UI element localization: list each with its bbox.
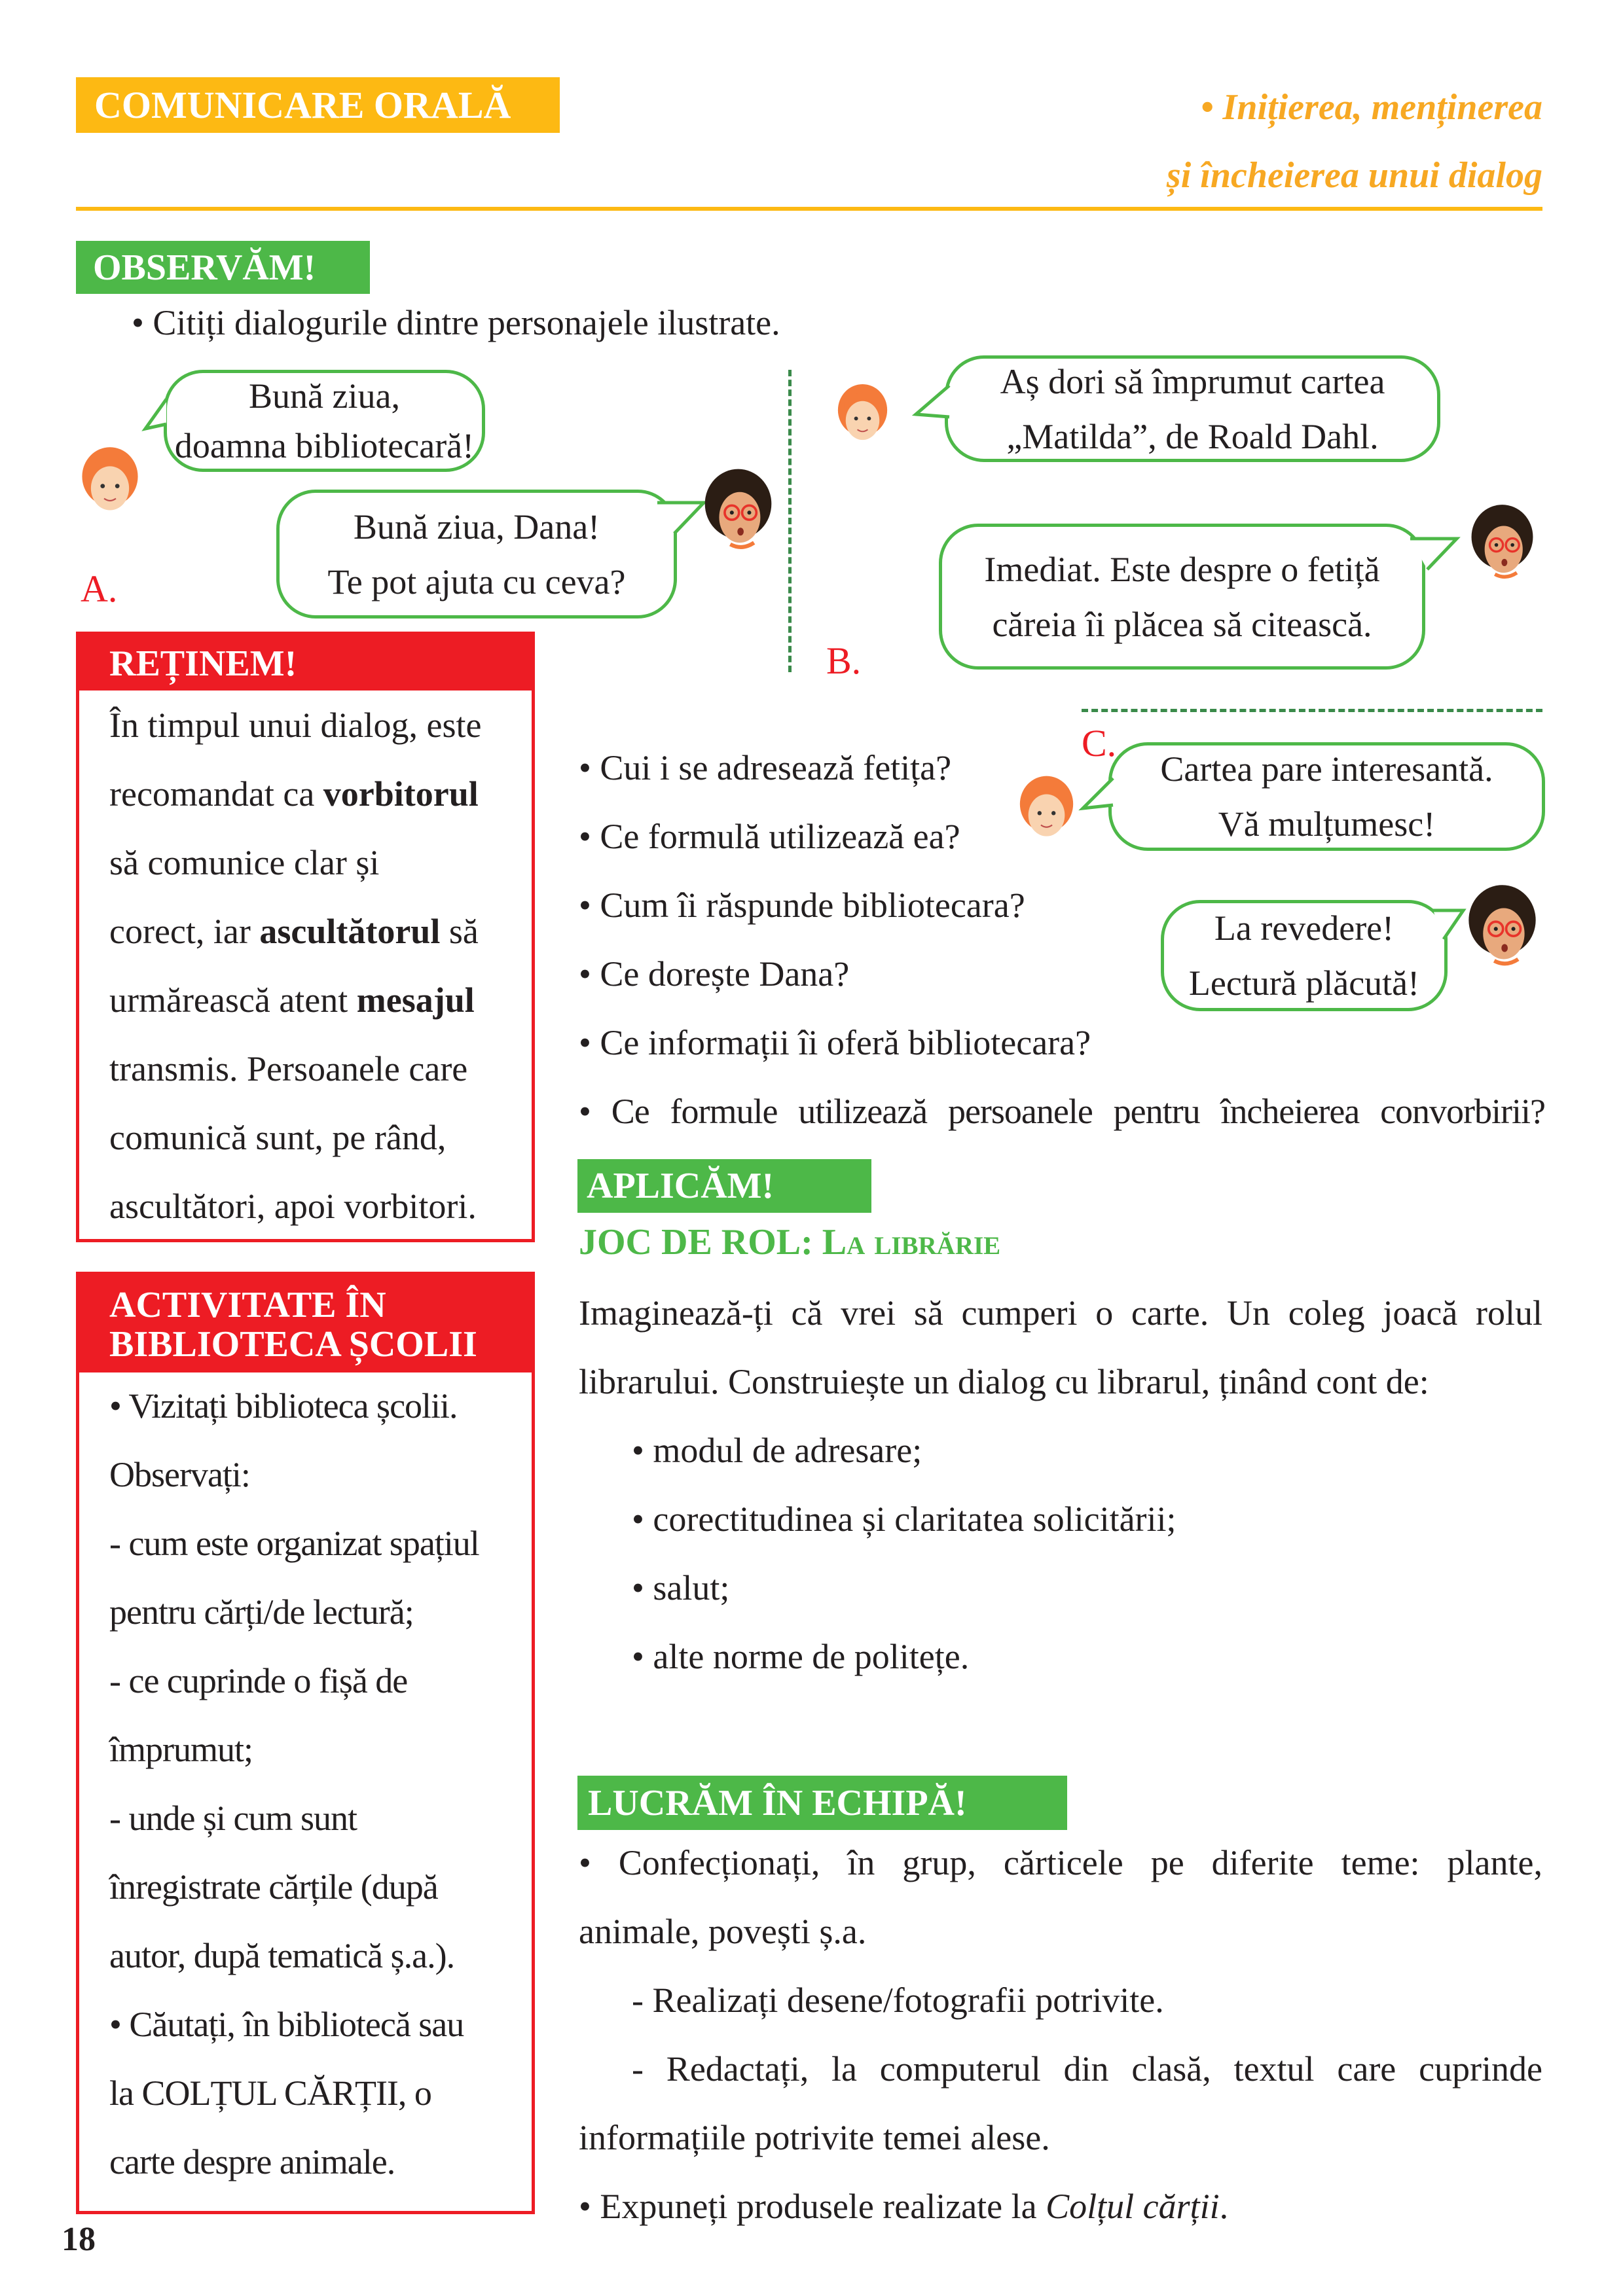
bubble-line: Lectură plăcută!	[1188, 963, 1420, 1003]
retinem-text: În timpul unui dialog, este	[109, 706, 482, 745]
retinem-line	[109, 1049, 467, 1089]
aplicam-heading	[577, 1159, 871, 1213]
librarian-face-icon	[1462, 884, 1542, 972]
retinem-text: corect, iar	[109, 912, 260, 951]
lucram-line: animale, povești ș.a.	[579, 1912, 867, 1951]
bubble-line: Te pot ajuta cu ceva?	[327, 562, 626, 601]
girl-face-icon	[830, 383, 895, 448]
bubble-tail	[1431, 906, 1467, 942]
question-item: • Cum îi răspunde bibliotecara?	[579, 886, 1025, 925]
activitate-line: - cum este organizat spațiul	[109, 1524, 479, 1563]
activitate-heading	[79, 1275, 532, 1372]
activitate-heading-line: BIBLIOTECA ȘCOLII	[109, 1324, 477, 1365]
bubble-line: Bună ziua, Dana!	[353, 507, 600, 547]
horizontal-dashed-divider	[1082, 709, 1542, 712]
girl-face-icon	[73, 446, 147, 519]
page-number: 18	[62, 2221, 96, 2258]
bubble-line: doamna bibliotecară!	[174, 426, 475, 465]
retinem-line	[109, 980, 475, 1020]
section-label	[76, 77, 560, 133]
retinem-line	[109, 1117, 446, 1158]
aplicam-bullet: • modul de adresare;	[632, 1431, 922, 1470]
question-item: • Cui i se adresează fetița?	[579, 748, 952, 787]
bubble-line: Bună ziua,	[249, 376, 400, 416]
retinem-heading: REȚINEM!	[79, 635, 532, 691]
librarian-face-icon	[1462, 504, 1542, 584]
aplicam-heading-text: APLICĂM!	[587, 1166, 775, 1206]
retinem-keyword: vorbitorul	[323, 774, 479, 814]
activitate-line: carte despre animale.	[109, 2142, 395, 2181]
bubble-tail	[144, 399, 170, 432]
speech-bubble-b-girl	[945, 355, 1440, 462]
role-play-title-small-caps: La librărie	[822, 1222, 1001, 1263]
bubble-tail	[913, 383, 953, 422]
activitate-line: împrumut;	[109, 1730, 253, 1769]
vertical-dashed-divider	[788, 370, 792, 672]
topic-title-line1: • Inițierea, menținerea	[1200, 87, 1542, 128]
aplicam-bullet: • alte norme de politețe.	[632, 1637, 970, 1676]
activitate-line: autor, după tematică ș.a.).	[109, 1936, 455, 1975]
question-item: • Ce formulă utilizează ea?	[579, 817, 960, 856]
retinem-line	[109, 911, 479, 952]
bubble-tail	[1408, 533, 1460, 573]
activitate-box	[76, 1272, 535, 2214]
retinem-line	[109, 705, 481, 745]
speech-bubble-a-girl	[164, 370, 485, 472]
observam-heading-text: OBSERVĂM!	[93, 247, 316, 288]
retinem-text: transmis. Persoanele care	[109, 1049, 468, 1088]
activitate-line: pentru cărți/de lectură;	[109, 1592, 414, 1632]
activitate-line: - unde și cum sunt	[109, 1799, 357, 1838]
question-item: • Ce dorește Dana?	[579, 954, 850, 994]
lucram-heading	[577, 1776, 1067, 1830]
speech-bubble-b-librarian	[939, 524, 1425, 670]
lucram-line: - Realizați desene/fotografii potrivite.	[632, 1981, 1164, 2020]
retinem-text: urmărească atent	[109, 980, 357, 1020]
retinem-keyword: mesajul	[356, 980, 475, 1020]
lucram-line: • Confecționați, în grup, cărticele pe diferite teme: plante,	[579, 1843, 1542, 1882]
retinem-text: comunică sunt, pe rând,	[109, 1118, 447, 1157]
question-item: • Ce informații îi oferă bibliotecara?	[579, 1023, 1091, 1062]
activitate-heading-line: ACTIVITATE ÎN	[109, 1285, 386, 1325]
activitate-line: • Căutați, în bibliotecă sau	[109, 2005, 464, 2044]
activitate-line: • Vizitați biblioteca școlii.	[109, 1386, 458, 1426]
retinem-box	[76, 632, 535, 1242]
speech-bubble-c-librarian	[1161, 900, 1448, 1011]
bubble-tail	[1080, 776, 1116, 815]
retinem-line	[109, 774, 479, 814]
aplicam-bullet: • corectitudinea și claritatea solicitării;	[632, 1499, 1176, 1539]
bubble-line: La revedere!	[1214, 908, 1395, 948]
activitate-line: Observați:	[109, 1455, 250, 1494]
role-play-title-main: JOC DE ROL:	[579, 1222, 822, 1263]
topic-title-line2: și încheierea unui dialog	[1166, 155, 1542, 196]
dialog-label-b: B.	[826, 639, 862, 682]
bubble-line: căreia îi plăcea să citească.	[992, 604, 1372, 644]
observam-heading	[76, 241, 370, 294]
observam-instruction: • Citiți dialogurile dintre personajele ilustrate.	[132, 303, 780, 342]
speech-bubble-a-librarian	[276, 490, 677, 619]
speech-bubble-c-girl	[1108, 742, 1545, 851]
question-item: • Ce formule utilizează persoanele pentru încheierea convorbirii?	[579, 1092, 1545, 1131]
bubble-line: „Matilda”, de Roald Dahl.	[1006, 416, 1379, 456]
lucram-line: - Redactați, la computerul din clasă, textul care cuprinde	[632, 2049, 1542, 2089]
activitate-line: înregistrate cărțile (după	[109, 1867, 438, 1907]
activitate-line: la COLȚUL CĂRȚII, o	[109, 2073, 431, 2113]
retinem-keyword: ascultătorul	[259, 912, 441, 951]
lucram-heading-text: LUCRĂM ÎN ECHIPĂ!	[588, 1782, 967, 1823]
bubble-line: Cartea pare interesantă.	[1160, 749, 1493, 789]
dialog-label-a: A.	[81, 567, 118, 610]
bubble-line: Vă mulțumesc!	[1218, 804, 1436, 844]
role-play-title	[579, 1224, 1000, 1261]
header-divider	[76, 207, 1542, 211]
retinem-text: să	[440, 912, 479, 951]
girl-face-icon	[1012, 774, 1082, 845]
aplicam-paragraph-line: Imaginează-ți că vrei să cumperi o carte. Un coleg joacă rolul	[579, 1293, 1542, 1333]
lucram-line	[579, 2186, 1228, 2227]
activitate-line: - ce cuprinde o fișă de	[109, 1661, 408, 1700]
bubble-line: Aș dori să împrumut cartea	[1000, 361, 1385, 401]
retinem-text: ascultători, apoi vorbitori.	[109, 1187, 477, 1226]
retinem-line	[109, 1186, 477, 1227]
retinem-text: să comunice clar și	[109, 843, 380, 882]
dialog-label-c: C.	[1082, 722, 1117, 764]
aplicam-bullet: • salut;	[632, 1568, 730, 1607]
bubble-line: Imediat. Este despre o fetiță	[984, 549, 1380, 589]
retinem-text: recomandat ca	[109, 774, 323, 814]
librarian-face-icon	[699, 468, 778, 556]
retinem-line	[109, 842, 379, 883]
aplicam-paragraph-line: librarului. Construiește un dialog cu librarul, ținând cont de:	[579, 1362, 1429, 1401]
lucram-line-italic: Colțul cărții	[1046, 2187, 1220, 2226]
lucram-line-text: • Expuneți produsele realizate la	[579, 2187, 1046, 2226]
lucram-line: informațiile potrivite temei alese.	[579, 2118, 1050, 2157]
lucram-line-text: .	[1219, 2187, 1229, 2226]
section-label-text: COMUNICARE ORALĂ	[94, 84, 511, 126]
